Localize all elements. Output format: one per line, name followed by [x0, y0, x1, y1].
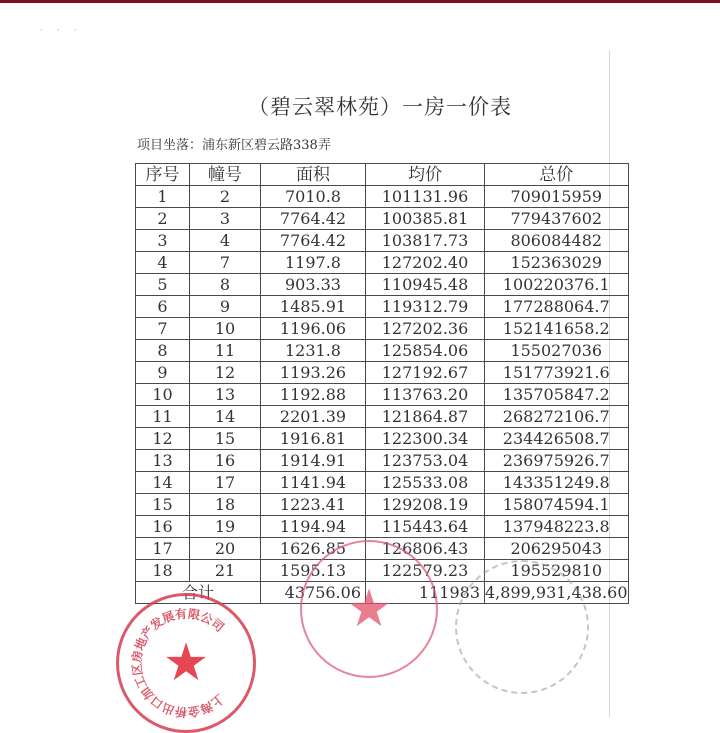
cell-seq: 11 — [136, 406, 190, 428]
header-avg-price: 均价 — [366, 164, 485, 186]
seal-char: 发 — [147, 614, 166, 633]
cell-avg-price: 123753.04 — [366, 450, 485, 472]
cell-area: 1192.88 — [261, 384, 366, 406]
cell-seq: 9 — [136, 362, 190, 384]
cell-building: 19 — [190, 516, 261, 538]
table-row — [136, 516, 629, 538]
cell-seq: 10 — [136, 384, 190, 406]
table-row — [136, 428, 629, 450]
seal-char: 上 — [208, 691, 227, 710]
cell-building: 8 — [190, 274, 261, 296]
star-icon: ★ — [162, 633, 210, 693]
document-title: （碧云翠林苑）一房一价表 — [248, 95, 512, 119]
cell-total-price: 709015959 — [485, 186, 629, 208]
cell-total-price: 152141658.2 — [485, 318, 629, 340]
table-row — [136, 406, 629, 428]
total-label: 合计 — [136, 582, 261, 604]
cell-total-price: 195529810 — [485, 560, 629, 582]
cell-area: 1193.26 — [261, 362, 366, 384]
cell-total-price: 177288064.7 — [485, 296, 629, 318]
table-row — [136, 208, 629, 230]
seal-char: 展 — [160, 608, 177, 627]
cell-seq: 18 — [136, 560, 190, 582]
cell-area: 7764.42 — [261, 208, 366, 230]
scan-artifacts: · · · — [40, 26, 83, 35]
table-row — [136, 560, 629, 582]
cell-building: 14 — [190, 406, 261, 428]
cell-avg-price: 103817.73 — [366, 230, 485, 252]
cell-building: 9 — [190, 296, 261, 318]
table-row — [136, 230, 629, 252]
seal-char: 地 — [132, 635, 150, 653]
cell-area: 7010.8 — [261, 186, 366, 208]
location-value: 浦东新区碧云路338弄 — [202, 138, 331, 153]
table-row — [136, 274, 629, 296]
cell-building: 11 — [190, 340, 261, 362]
total-area: 43756.06 — [261, 582, 366, 604]
cell-total-price: 268272106.7 — [485, 406, 629, 428]
cell-building: 7 — [190, 252, 261, 274]
seal-char: 有 — [174, 606, 188, 622]
top-border — [0, 0, 720, 3]
cell-total-price: 806084482 — [485, 230, 629, 252]
cell-seq: 15 — [136, 494, 190, 516]
cell-area: 1485.91 — [261, 296, 366, 318]
cell-avg-price: 113763.20 — [366, 384, 485, 406]
cell-seq: 14 — [136, 472, 190, 494]
cell-seq: 4 — [136, 252, 190, 274]
seal-char: 公 — [198, 609, 215, 628]
cell-building: 20 — [190, 538, 261, 560]
cell-total-price: 155027036 — [485, 340, 629, 362]
cell-seq: 6 — [136, 296, 190, 318]
cell-area: 1194.94 — [261, 516, 366, 538]
header-building: 幢号 — [190, 164, 261, 186]
total-row — [136, 582, 629, 604]
cell-seq: 16 — [136, 516, 190, 538]
cell-seq: 17 — [136, 538, 190, 560]
cell-avg-price: 125854.06 — [366, 340, 485, 362]
table-row — [136, 362, 629, 384]
cell-building: 2 — [190, 186, 261, 208]
cell-seq: 12 — [136, 428, 190, 450]
seal-char: 产 — [138, 623, 157, 642]
table-row — [136, 296, 629, 318]
total-price: 4,899,931,438.60 — [485, 582, 628, 602]
cell-area: 7764.42 — [261, 230, 366, 252]
cell-avg-price: 119312.79 — [366, 296, 485, 318]
table-header-row — [136, 164, 629, 186]
header-seq: 序号 — [136, 164, 190, 186]
cell-total-price: 152363029 — [485, 252, 629, 274]
table-row — [136, 186, 629, 208]
table-body — [136, 186, 629, 582]
cell-total-price: 779437602 — [485, 208, 629, 230]
seal-char: 司 — [208, 616, 227, 635]
seal-char: 金 — [186, 703, 202, 720]
seal-char: 加 — [138, 684, 157, 703]
location-label: 项目坐落： — [137, 138, 203, 153]
cell-total-price: 234426508.7 — [485, 428, 629, 450]
cell-total-price: 236975926.7 — [485, 450, 629, 472]
price-table — [135, 163, 629, 604]
cell-building: 3 — [190, 208, 261, 230]
seal-char: 工 — [132, 673, 150, 691]
cell-total-price: 137948223.8 — [485, 516, 629, 538]
cell-avg-price: 127202.40 — [366, 252, 485, 274]
cell-total-price: 100220376.1 — [485, 274, 629, 296]
cell-avg-price: 101131.96 — [366, 186, 485, 208]
cell-seq: 5 — [136, 274, 190, 296]
cell-area: 1916.81 — [261, 428, 366, 450]
seal-text — [119, 596, 253, 730]
cell-building: 17 — [190, 472, 261, 494]
cell-building: 15 — [190, 428, 261, 450]
cell-area: 1141.94 — [261, 472, 366, 494]
cell-seq: 7 — [136, 318, 190, 340]
cell-seq: 13 — [136, 450, 190, 472]
cell-avg-price: 126806.43 — [366, 538, 485, 560]
cell-building: 16 — [190, 450, 261, 472]
project-location — [137, 134, 331, 153]
cell-building: 18 — [190, 494, 261, 516]
cell-building: 21 — [190, 560, 261, 582]
seal-char: 房 — [129, 649, 146, 664]
cell-avg-price: 127192.67 — [366, 362, 485, 384]
cell-seq: 1 — [136, 186, 190, 208]
table-row — [136, 472, 629, 494]
total-avg-price: 111983 — [366, 582, 485, 604]
table-row — [136, 494, 629, 516]
cell-avg-price: 125533.08 — [366, 472, 485, 494]
table-row — [136, 450, 629, 472]
cell-seq: 2 — [136, 208, 190, 230]
table-row — [136, 318, 629, 340]
cell-total-price: 135705847.2 — [485, 384, 629, 406]
header-area: 面积 — [261, 164, 366, 186]
cell-avg-price: 110945.48 — [366, 274, 485, 296]
cell-building: 13 — [190, 384, 261, 406]
cell-avg-price: 122300.34 — [366, 428, 485, 450]
cell-building: 12 — [190, 362, 261, 384]
seal-char: 区 — [129, 662, 146, 677]
cell-avg-price: 127202.36 — [366, 318, 485, 340]
table-row — [136, 252, 629, 274]
cell-area: 2201.39 — [261, 406, 366, 428]
table-row — [136, 538, 629, 560]
cell-avg-price: 122579.23 — [366, 560, 485, 582]
table-row — [136, 384, 629, 406]
cell-total-price: 143351249.8 — [485, 472, 629, 494]
seal-char: 口 — [147, 693, 166, 712]
seal-char: 海 — [198, 698, 215, 717]
company-seal-stamp — [116, 593, 256, 733]
star-icon: ★ — [345, 579, 393, 639]
cell-area: 903.33 — [261, 274, 366, 296]
cell-building: 10 — [190, 318, 261, 340]
cell-area: 1626.85 — [261, 538, 366, 560]
cell-area: 1595.13 — [261, 560, 366, 582]
cell-area: 1223.41 — [261, 494, 366, 516]
cell-avg-price: 121864.87 — [366, 406, 485, 428]
seal-char: 限 — [186, 606, 202, 623]
seal-char: 出 — [160, 699, 177, 718]
cell-seq: 3 — [136, 230, 190, 252]
seal-char: 桥 — [174, 704, 188, 720]
cell-avg-price: 129208.19 — [366, 494, 485, 516]
cell-area: 1231.8 — [261, 340, 366, 362]
cell-seq: 8 — [136, 340, 190, 362]
cell-total-price: 158074594.1 — [485, 494, 629, 516]
cell-avg-price: 100385.81 — [366, 208, 485, 230]
cell-total-price: 206295043 — [485, 538, 629, 560]
cell-area: 1196.06 — [261, 318, 366, 340]
cell-building: 4 — [190, 230, 261, 252]
cell-area: 1914.91 — [261, 450, 366, 472]
cell-area: 1197.8 — [261, 252, 366, 274]
table-row — [136, 340, 629, 362]
header-total-price: 总价 — [485, 164, 629, 186]
cell-total-price: 151773921.6 — [485, 362, 629, 384]
cell-avg-price: 115443.64 — [366, 516, 485, 538]
